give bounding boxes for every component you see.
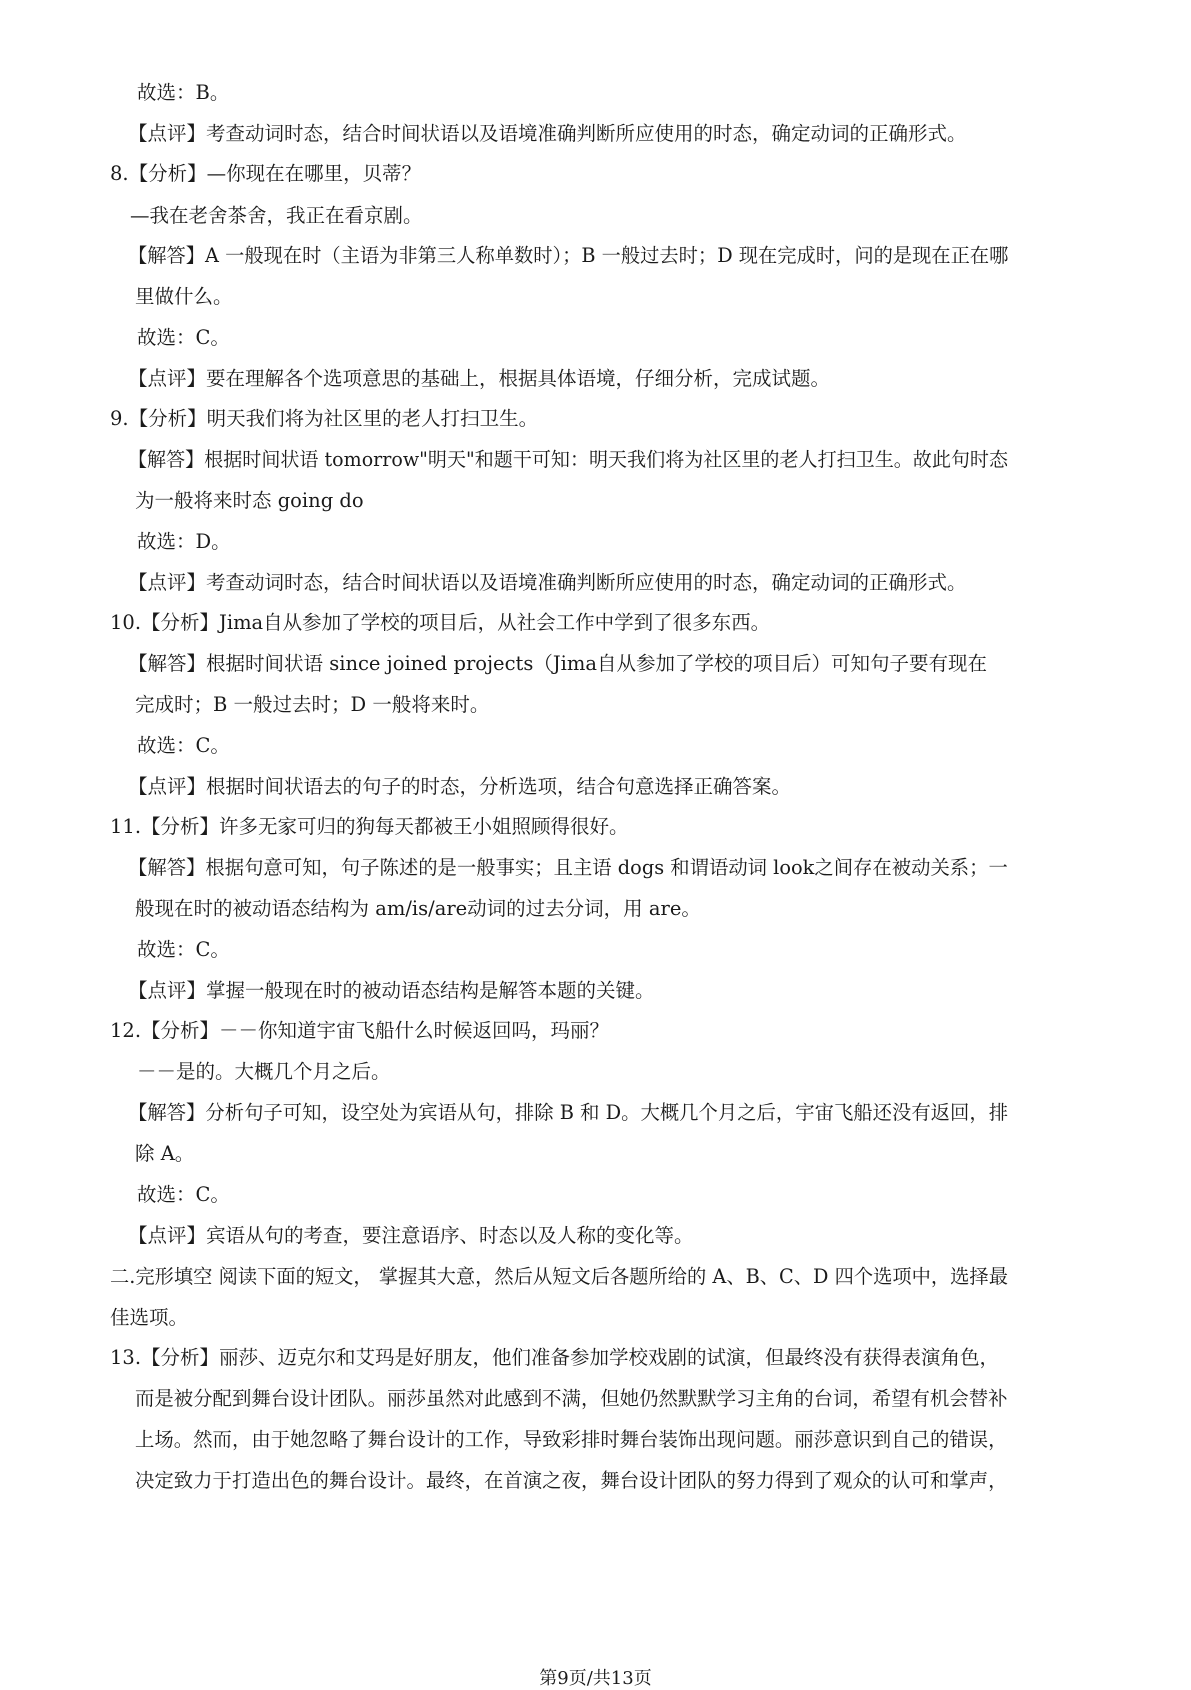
text-line: 【点评】要在理解各个选项意思的基础上，根据具体语境，仔细分析，完成试题。: [128, 367, 831, 390]
text-line: 决定致力于打造出色的舞台设计。最终，在首演之夜，舞台设计团队的努力得到了观众的认可和掌声，: [135, 1469, 1008, 1492]
text-line: 佳选项。: [110, 1306, 189, 1329]
text-line: 故选：D。: [137, 530, 231, 553]
text-line: 上场。然而，由于她忽略了舞台设计的工作，导致彩排时舞台装饰出现问题。丽莎意识到自己的错误，: [135, 1428, 1008, 1451]
text-line: 故选：C。: [137, 734, 230, 757]
text-line: 9.【分析】明天我们将为社区里的老人打扫卫生。: [110, 407, 539, 430]
text-line: －－是的。大概几个月之后。: [137, 1060, 391, 1083]
text-line: 11.【分析】许多无家可归的狗每天都被王小姐照顾得很好。: [110, 815, 629, 838]
text-line: 【解答】根据时间状语 tomorrow"明天"和题干可知：明天我们将为社区里的老人打扫卫生。故此句时态: [128, 448, 1009, 471]
page-number: 第9页/共13页: [539, 1668, 652, 1689]
text-line: 12.【分析】－－你知道宇宙飞船什么时候返回吗，玛丽？: [110, 1019, 610, 1042]
text-line: 【解答】A 一般现在时（主语为非第三人称单数时）；B 一般过去时；D 现在完成时，问的是现在正在哪: [128, 244, 1009, 267]
text-line: —我在老舍茶舍，我正在看京剧。: [130, 204, 423, 227]
text-line: 【点评】宾语从句的考查，要注意语序、时态以及人称的变化等。: [128, 1224, 694, 1247]
text-line: 里做什么。: [135, 285, 233, 308]
text-line: 二.完形填空 阅读下面的短文， 掌握其大意，然后从短文后各题所给的 A、B、C、D 四个选项中，选择最: [110, 1265, 1008, 1288]
text-line: 13.【分析】丽莎、迈克尔和艾玛是好朋友，他们准备参加学校戏剧的试演，但最终没有获得表演角色，: [110, 1346, 1000, 1369]
text-line: 故选：B。: [137, 81, 230, 104]
text-line: 【点评】考查动词时态，结合时间状语以及语境准确判断所应使用的时态，确定动词的正确形式。: [128, 122, 967, 145]
text-line: 故选：C。: [137, 938, 230, 961]
text-line: 【点评】考查动词时态，结合时间状语以及语境准确判断所应使用的时态，确定动词的正确形式。: [128, 571, 967, 594]
text-line: 完成时；B 一般过去时；D 一般将来时。: [135, 693, 490, 716]
text-line: 为一般将来时态 going do: [135, 489, 364, 512]
text-line: 故选：C。: [137, 1183, 230, 1206]
text-line: 除 A。: [135, 1142, 195, 1165]
text-line: 【解答】分析句子可知，设空处为宾语从句，排除 B 和 D。大概几个月之后，宇宙飞船还没有返回，排: [128, 1101, 1009, 1124]
text-line: 【点评】根据时间状语去的句子的时态，分析选项，结合句意选择正确答案。: [128, 775, 792, 798]
text-line: 【解答】根据句意可知，句子陈述的是一般事实；且主语 dogs 和谓语动词 look之间存在被动关系；一: [128, 856, 1008, 879]
text-line: 般现在时的被动语态结构为 am/is/are动词的过去分词，用 are。: [135, 897, 701, 920]
text-line: 8.【分析】—你现在在哪里，贝蒂？: [110, 162, 422, 185]
text-line: 【解答】根据时间状语 since joined projects（Jima自从参加了学校的项目后）可知句子要有现在: [128, 652, 988, 675]
text-line: 而是被分配到舞台设计团队。丽莎虽然对此感到不满，但她仍然默默学习主角的台词，希望有机会替补: [135, 1387, 1008, 1410]
text-line: 故选：C。: [137, 326, 230, 349]
text-line: 【点评】掌握一般现在时的被动语态结构是解答本题的关键。: [128, 979, 655, 1002]
text-line: 10.【分析】Jima自从参加了学校的项目后，从社会工作中学到了很多东西。: [110, 611, 771, 634]
